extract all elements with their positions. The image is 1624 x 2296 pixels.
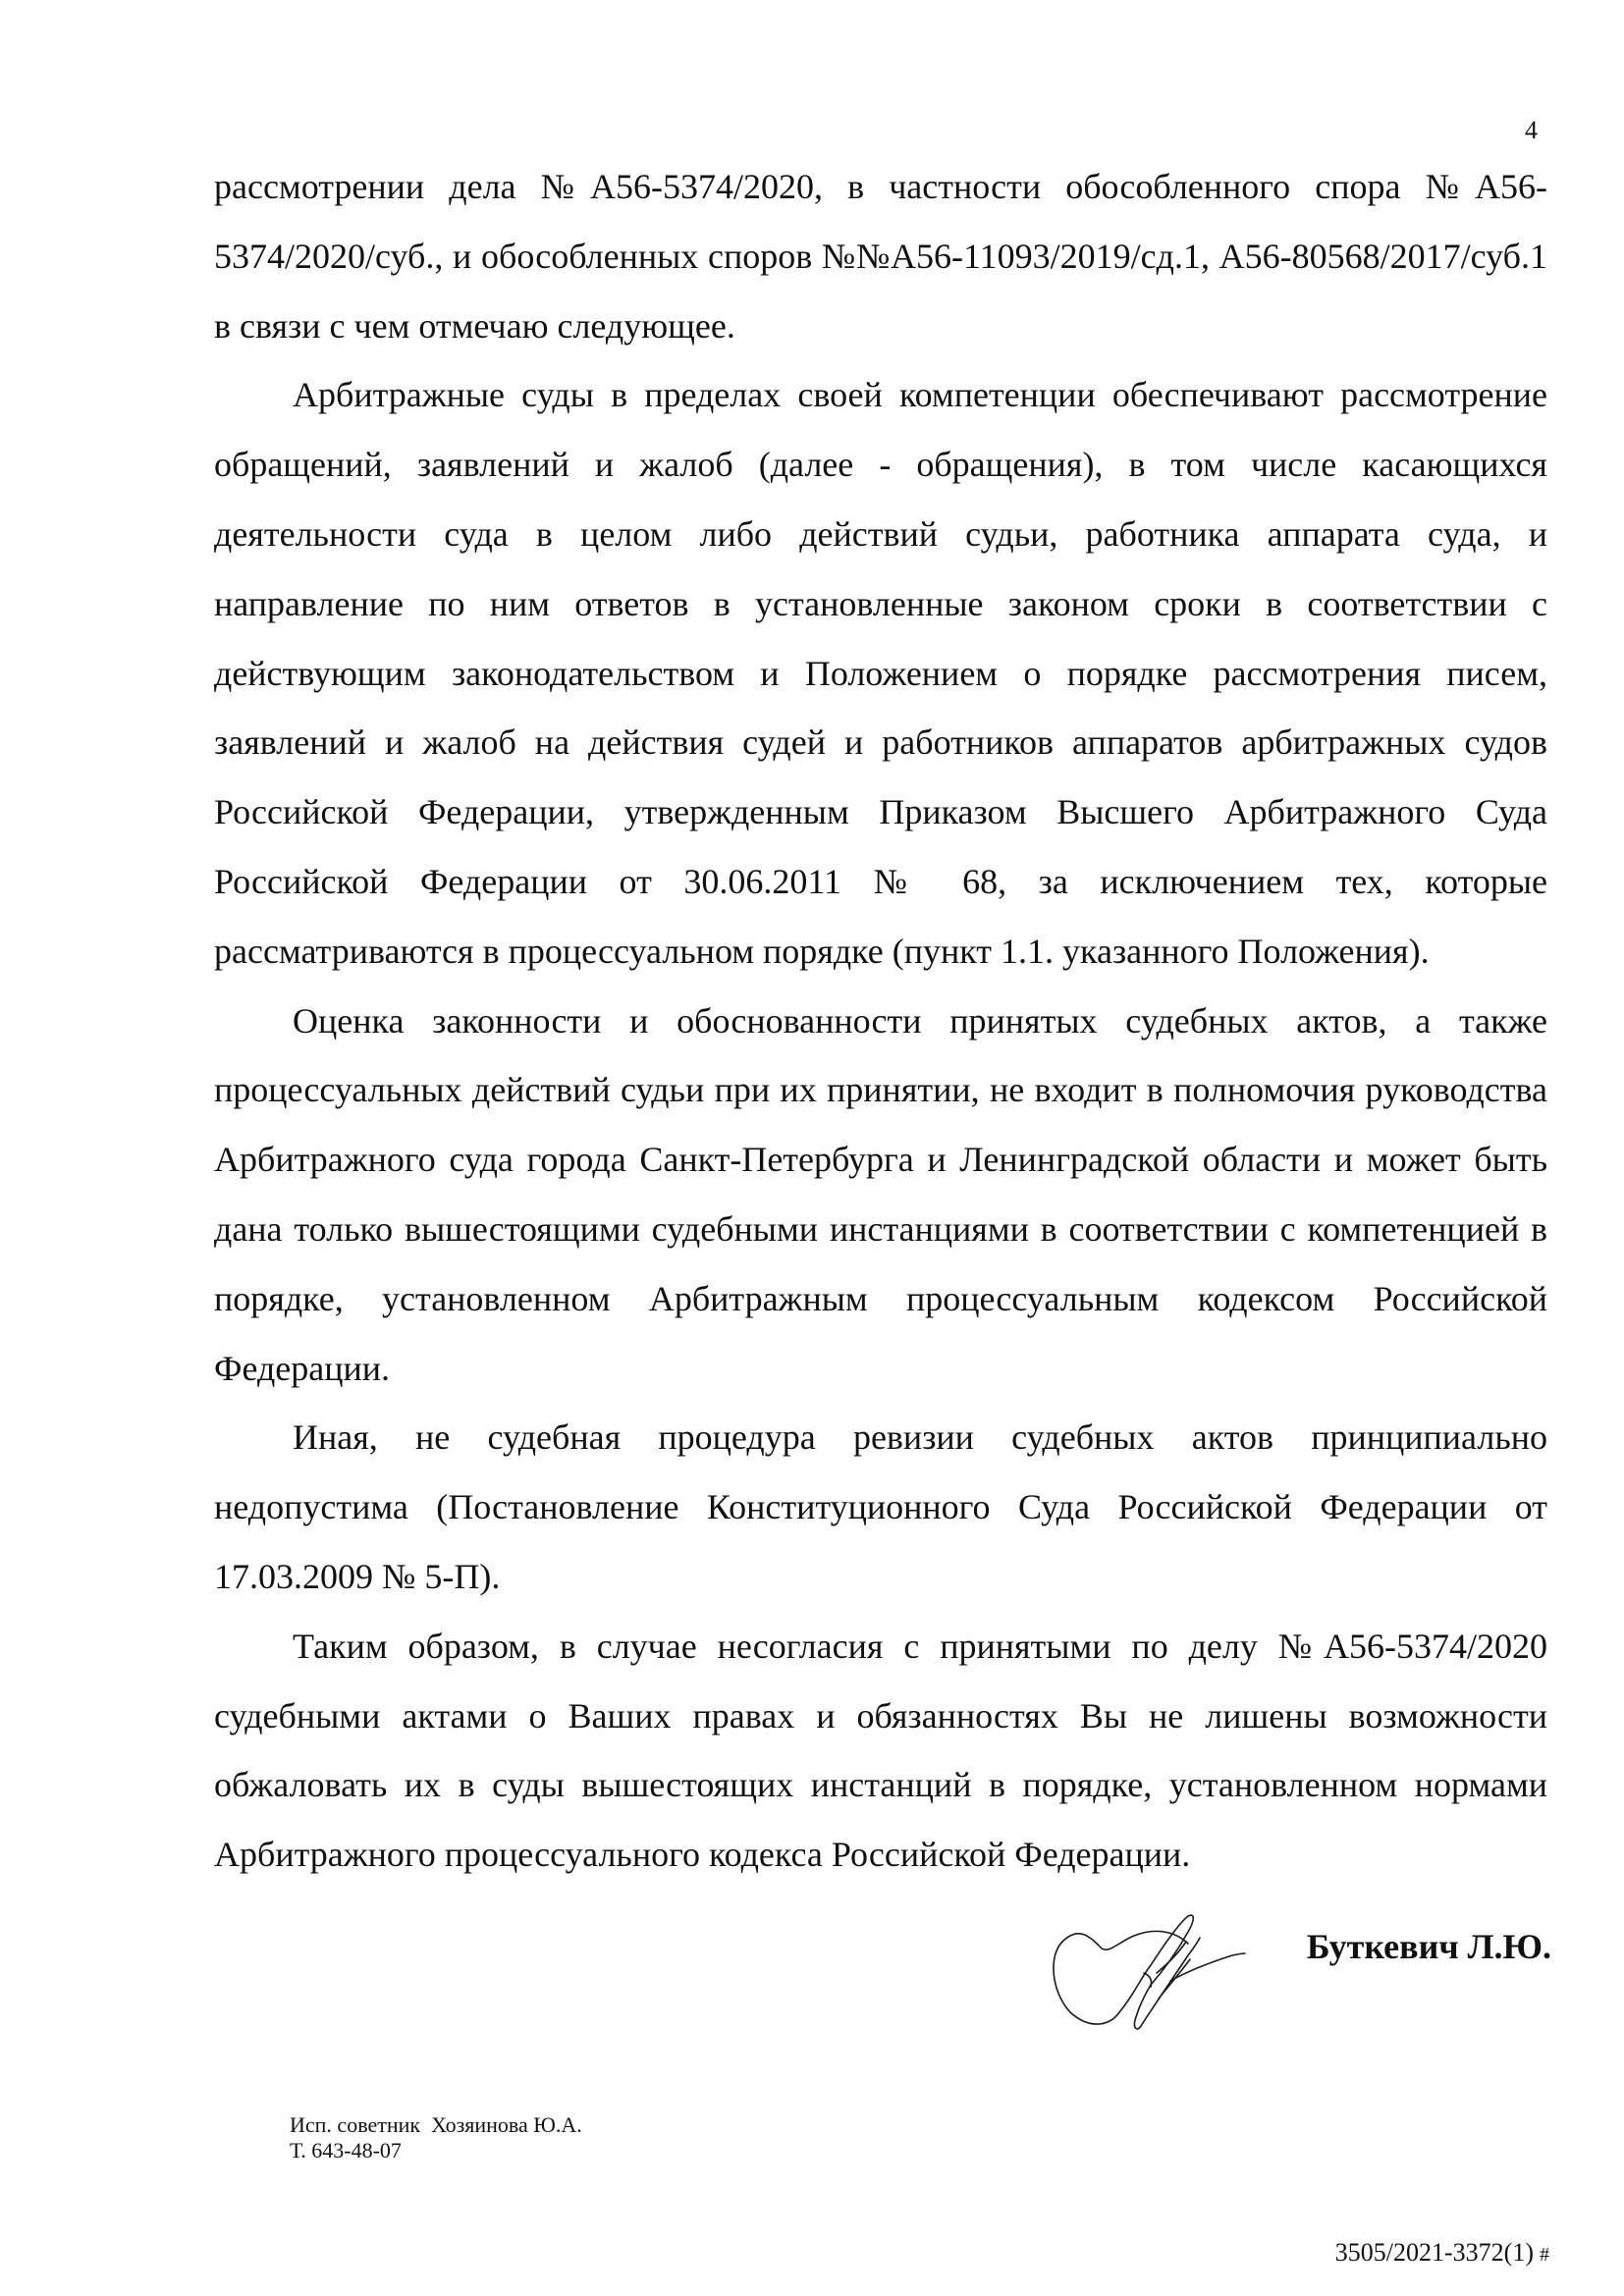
paragraph-court-competence: Арбитражные суды в пределах своей компетенции обеспечивают рассмотрение обращений, заявлений и жалоб (далее - обращения), в том числе касающихся деятельности суда в целом либо действий судьи, работника аппарата суда, и направление по ним ответов в установленные законом сроки в соответствии с действующим законодательством и Положением о порядке рассмотрения писем, заявлений и жалоб на действия судей и работников аппаратов арбитражных судов Российской Федерации, утвержденным Приказом Высшего Арбитражного Суда Российской Федерации от 30.06.2011 № 68, за исключением тех, которые рассматриваются в процессуальном порядке (пункт 1.1. указанного Положения). xyxy=(214,375,1547,971)
signer-name: Буткевич Л.Ю. xyxy=(1306,1927,1551,1966)
document-reference xyxy=(1335,2238,1549,2269)
letter-body xyxy=(214,152,1547,1890)
executor-phone: Т. 643-48-07 xyxy=(290,2138,402,2163)
page-number: 4 xyxy=(1525,116,1538,144)
paragraph-conclusion: Таким образом, в случае несогласия с принятыми по делу №А56-5374/2020 судебными актами о Ваших правах и обязанностях Вы не лишены возможности обжаловать их в суды вышестоящих инстанций в порядке, установленном нормами Арбитражного процессуального кодекса Российской Федерации. xyxy=(214,1626,1547,1875)
executor-name: Исп. советник Хозяинова Ю.А. xyxy=(290,2112,582,2137)
paragraph-legality-assessment: Оценка законности и обоснованности принятых судебных актов, а также процессуальных действий судьи при их принятии, не входит в полномочия руководства Арбитражного суда города Санкт-Петербурга и Ленинградской области и может быть дана только вышестоящими судебными инстанциями в соответствии с компетенцией в порядке, установленном Арбитражным процессуальным кодексом Российской Федерации. xyxy=(214,1000,1547,1388)
document-reference-mark: # xyxy=(1540,2244,1549,2266)
executor-info xyxy=(290,2112,582,2163)
signature-block xyxy=(1041,1904,1551,2042)
handwritten-signature-icon xyxy=(1041,1904,1267,2042)
paragraph-case-reference: рассмотрении дела №А56-5374/2020, в частности обособленного спора №А56-5374/2020/суб., и обособленных споров №№А56-11093/2019/сд.1, А56-80568/2017/суб.1 в связи с чем отмечаю следующее. xyxy=(214,167,1547,346)
document-reference-number: 3505/2021-3372(1) xyxy=(1334,2238,1534,2267)
paragraph-revision-inadmissible: Иная, не судебная процедура ревизии судебных актов принципиально недопустима (Постановление Конституционного Суда Российской Федерации от 17.03.2009 № 5-П). xyxy=(214,1417,1547,1596)
